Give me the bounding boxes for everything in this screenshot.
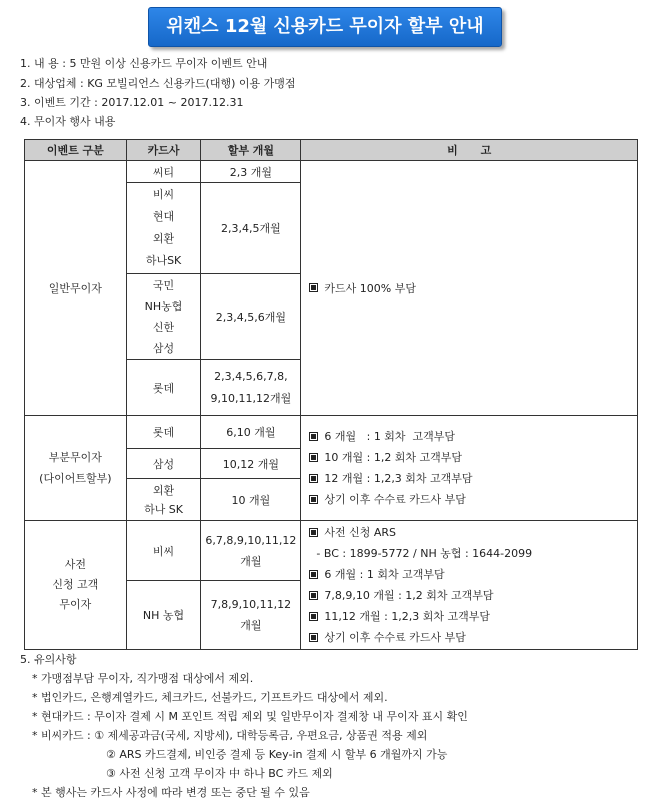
square-bullet-icon bbox=[309, 612, 318, 621]
caution-sub-item: ② ARS 카드결제, 비인증 결제 등 Key-in 결제 시 할부 6 개월까지 가능 bbox=[106, 748, 448, 761]
months-cell: 2,3,4,5개월 bbox=[201, 183, 301, 274]
months-cell: 7,8,9,10,11,12 개월 bbox=[201, 581, 301, 650]
caution-sub-item: ③ 사전 신청 고객 무이자 中 하나 BC 카드 제외 bbox=[106, 767, 333, 780]
table-header-row bbox=[25, 140, 638, 161]
info-line-4: 4. 무이자 행사 내용 bbox=[20, 115, 116, 128]
square-bullet-icon bbox=[309, 432, 318, 441]
card-cell: 롯데 bbox=[126, 416, 201, 449]
info-line-1: 1. 내 용 : 5 만원 이상 신용카드 무이자 이벤트 안내 bbox=[20, 57, 268, 70]
square-bullet-icon bbox=[309, 633, 318, 642]
caution-item: * 비씨카드 : ① 제세공과금(국세, 지방세), 대학등록금, 우편요금, 상품권 적용 제외 bbox=[32, 729, 428, 742]
info-line-2: 2. 대상업체 : KG 모빌리언스 신용카드(대행) 이용 가맹점 bbox=[20, 77, 296, 90]
card-cell: 비씨 bbox=[126, 521, 201, 581]
card-cell: NH 농협 bbox=[126, 581, 201, 650]
partial-notes: 6 개월 : 1 회차 고객부담 10 개월 : 1,2 회차 고객부담 12 개월 : 1,2,3 회차 고객부담 상기 이후 수수료 카드사 부담 bbox=[301, 416, 638, 521]
partial-label: 부분무이자 (다이어트할부) bbox=[25, 416, 127, 521]
table-row bbox=[25, 521, 638, 581]
caution-section bbox=[20, 650, 468, 802]
months-cell: 2,3,4,5,6개월 bbox=[201, 274, 301, 360]
header-installment-months: 할부 개월 bbox=[201, 140, 301, 161]
info-line-3: 3. 이벤트 기간 : 2017.12.01 ~ 2017.12.31 bbox=[20, 96, 244, 109]
ars-notes: 사전 신청 ARS - BC : 1899-5772 / NH 농협 : 1644-2099 6 개월 : 1 회차 고객부담 7,8,9,10 개월 : 1,2 회차 고객부담 11,12 개월 : 1,2,3 회차 고객부담 상기 이후 수수료 카드사 부담 bbox=[301, 521, 638, 650]
square-bullet-icon bbox=[309, 495, 318, 504]
square-bullet-icon bbox=[309, 528, 318, 537]
card-cell: 비씨 현대 외환 하나SK bbox=[126, 183, 201, 274]
square-bullet-icon bbox=[309, 591, 318, 600]
ars-label: 사전 신청 고객 무이자 bbox=[25, 521, 127, 650]
caution-final: * 본 행사는 카드사 사정에 따라 변경 또는 중단 될 수 있음 bbox=[32, 786, 310, 799]
header-remarks: 비 고 bbox=[301, 140, 638, 161]
table-row bbox=[25, 161, 638, 183]
caution-item: * 현대카드 : 무이자 결제 시 M 포인트 적립 제외 및 일반무이자 결제창 내 무이자 표시 확인 bbox=[32, 710, 468, 723]
card-cell: 외환 하나 SK bbox=[126, 479, 201, 521]
card-cell: 삼성 bbox=[126, 449, 201, 479]
square-bullet-icon bbox=[309, 453, 318, 462]
caution-item: * 법인카드, 은행계열카드, 체크카드, 선불카드, 기프트카드 대상에서 제외. bbox=[32, 691, 388, 704]
months-cell: 6,10 개월 bbox=[201, 416, 301, 449]
general-note: 카드사 100% 부담 bbox=[301, 161, 638, 416]
months-cell: 2,3 개월 bbox=[201, 161, 301, 183]
header-event-type: 이벤트 구분 bbox=[25, 140, 127, 161]
caution-heading: 5. 유의사항 bbox=[20, 653, 77, 666]
square-bullet-icon bbox=[309, 570, 318, 579]
card-cell: 씨티 bbox=[126, 161, 201, 183]
table-row bbox=[25, 416, 638, 449]
page-title: 위캔스 12월 신용카드 무이자 할부 안내 bbox=[148, 7, 502, 47]
card-cell: 롯데 bbox=[126, 360, 201, 416]
months-cell: 10,12 개월 bbox=[201, 449, 301, 479]
card-cell: 국민 NH농협 신한 삼성 bbox=[126, 274, 201, 360]
caution-item: * 가맹점부담 무이자, 직가맹점 대상에서 제외. bbox=[32, 672, 254, 685]
months-cell: 2,3,4,5,6,7,8, 9,10,11,12개월 bbox=[201, 360, 301, 416]
general-label: 일반무이자 bbox=[25, 161, 127, 416]
months-cell: 10 개월 bbox=[201, 479, 301, 521]
header-card-company: 카드사 bbox=[126, 140, 201, 161]
months-cell: 6,7,8,9,10,11,12 개월 bbox=[201, 521, 301, 581]
square-bullet-icon bbox=[309, 283, 318, 292]
square-bullet-icon bbox=[309, 474, 318, 483]
event-table bbox=[24, 139, 638, 650]
